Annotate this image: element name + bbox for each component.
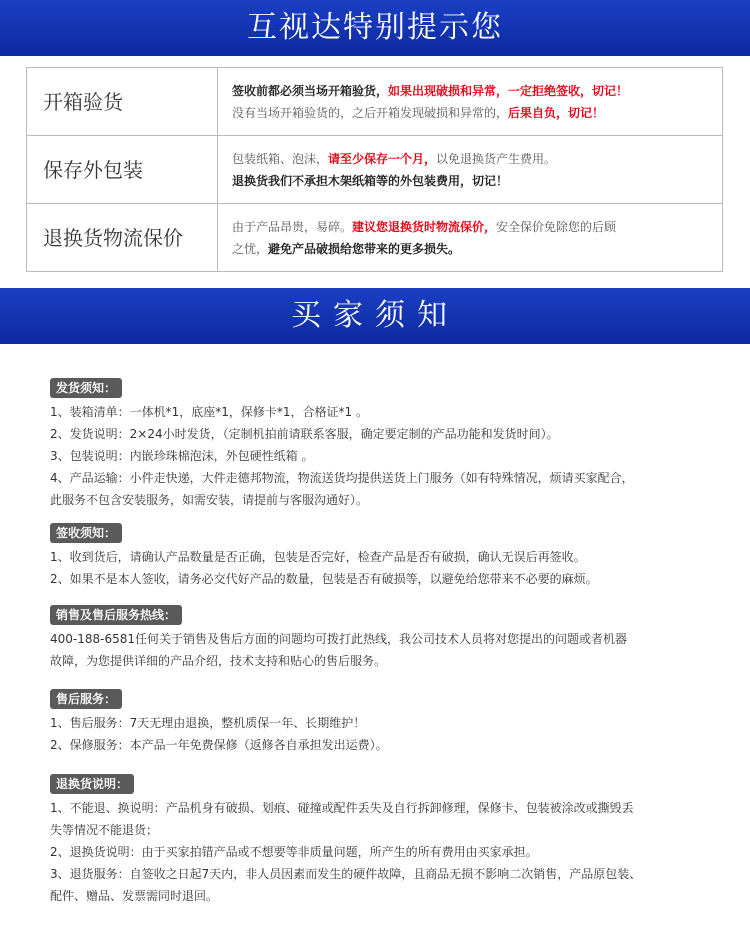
top-banner-title: 互视达特别提示您 <box>247 10 503 45</box>
section-line: 2、保修服务：本产品一年免费保修（返修各自承担发出运费）。 <box>50 738 388 752</box>
notice-text: 由于产品昂贵，易碎。 <box>232 220 353 234</box>
notice-desc <box>232 148 712 192</box>
notice-warning: 后果自负，切记！ <box>508 106 605 120</box>
section-line: 4、产品运输：小件走快递，大件走德邦物流，物流送货均提供送货上门服务（如有特殊情况，烦请买家配合， <box>50 471 634 485</box>
notice-text: 以免退换货产生费用。 <box>436 152 557 166</box>
section-after-sales <box>50 688 710 756</box>
notice-text: 没有当场开箱验货的，之后开箱发现破损和异常的， <box>232 106 509 120</box>
notice-text: 包装纸箱、泡沫， <box>232 152 329 166</box>
notice-text: 安全保价免除您的后顾 <box>496 220 617 234</box>
section-tag: 销售及售后服务热线： <box>50 605 182 625</box>
section-line: 2、如果不是本人签收，请务必交代好产品的数量，包装是否有破损等，以避免给您带来不必要的麻烦。 <box>50 572 598 586</box>
section-line: 2、退换货说明：由于买家拍错产品或不想要等非质量问题，所产生的所有费用由买家承担。 <box>50 845 538 859</box>
buyer-notice-title: 买家须知 <box>291 298 459 333</box>
section-tag: 售后服务： <box>50 689 122 709</box>
notice-row-packaging <box>27 136 722 204</box>
notice-label: 保存外包装 <box>27 136 218 203</box>
buyer-notice-banner <box>0 288 750 344</box>
section-line: 配件、赠品、发票需同时退回。 <box>50 889 219 903</box>
top-banner <box>0 0 750 56</box>
notice-text: 退换货我们不承担木架纸箱等的外包装费用，切记！ <box>232 174 509 188</box>
section-hotline <box>50 604 710 672</box>
notice-warning: 如果出现破损和异常，一定拒绝签收，切记！ <box>388 84 629 98</box>
section-line: 400-188-6581任何关于销售及售后方面的问题均可拨打此热线，我公司技术人员将对您提出的问题或者机器 <box>50 632 628 646</box>
notice-label: 开箱验货 <box>27 68 218 135</box>
notice-text: 签收前都必须当场开箱验货， <box>232 84 389 98</box>
notice-desc <box>232 80 712 124</box>
notice-text: 避免产品破损给您带来的更多损失。 <box>268 242 461 256</box>
notice-row-unboxing <box>27 68 722 136</box>
notice-table <box>26 67 723 272</box>
section-line: 1、装箱清单：一体机*1，底座*1，保修卡*1，合格证*1 。 <box>50 405 368 419</box>
notice-row-insurance <box>27 204 722 272</box>
section-line: 1、售后服务：7天无理由退换，整机质保一年、长期维护！ <box>50 716 366 730</box>
section-line: 失等情况不能退货； <box>50 823 159 837</box>
section-tag: 发货须知： <box>50 378 122 398</box>
section-line: 2、发货说明：2×24小时发货，（定制机拍前请联系客服，确定要定制的产品功能和发货时间）。 <box>50 427 559 441</box>
notice-warning: 建议您退换货时物流保价， <box>352 220 497 234</box>
section-line: 故障，为您提供详细的产品介绍，技术支持和贴心的售后服务。 <box>50 654 387 668</box>
section-line: 3、退货服务：自签收之日起7天内，非人员因素而发生的硬件故障，且商品无损不影响二次销售，产品原包装、 <box>50 867 642 881</box>
notice-label: 退换货物流保价 <box>27 204 218 272</box>
section-returns <box>50 773 710 907</box>
section-line: 1、收到货后，请确认产品数量是否正确，包装是否完好，检查产品是否有破损，确认无误后再签收。 <box>50 550 586 564</box>
section-line: 此服务不包含安装服务，如需安装，请提前与客服沟通好）。 <box>50 493 369 507</box>
section-line: 1、不能退、换说明：产品机身有破损、划痕、碰撞或配件丢失及自行拆卸修理，保修卡、包装被涂改或撕毁丢 <box>50 801 634 815</box>
section-tag: 退换货说明： <box>50 774 134 794</box>
notice-desc <box>232 216 712 260</box>
notice-text: 之忧， <box>232 242 269 256</box>
section-line: 3、包装说明：内嵌珍珠棉泡沫，外包硬性纸箱 。 <box>50 449 314 463</box>
section-tag: 签收须知： <box>50 523 122 543</box>
notice-warning: 请至少保存一个月， <box>328 152 437 166</box>
section-receipt <box>50 522 710 590</box>
section-shipping <box>50 377 710 511</box>
